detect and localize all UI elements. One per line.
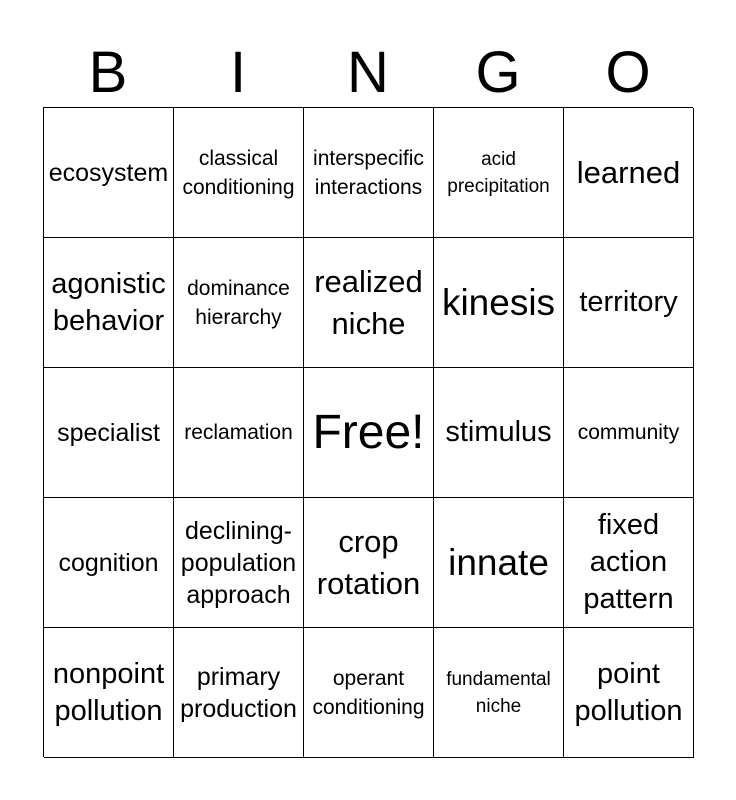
cell-text: fixed action pattern [583, 509, 674, 615]
bingo-cell[interactable] [564, 498, 694, 628]
cell-text: dominance hierarchy [187, 276, 290, 329]
cell-text: agonistic behavior [51, 267, 166, 337]
cell-text: stimulus [445, 416, 552, 448]
bingo-cell[interactable] [174, 108, 304, 238]
bingo-header [43, 38, 693, 108]
bingo-cell[interactable] [564, 628, 694, 758]
bingo-board [43, 107, 693, 757]
bingo-cell[interactable] [44, 238, 174, 368]
cell-text: reclamation [184, 421, 293, 444]
cell-text: nonpoint pollution [52, 657, 165, 727]
header-letter-o: O [605, 40, 651, 105]
free-space-text: Free! [312, 405, 425, 459]
bingo-cell[interactable] [174, 498, 304, 628]
cell-text: classical conditioning [182, 146, 295, 199]
bingo-cell[interactable] [174, 238, 304, 368]
bingo-cell[interactable] [564, 368, 694, 498]
cell-text: realized niche [314, 263, 423, 341]
bingo-cell[interactable] [434, 108, 564, 238]
bingo-cell[interactable] [174, 628, 304, 758]
bingo-cell[interactable] [304, 108, 434, 238]
cell-text: declining- population approach [180, 516, 297, 609]
cell-text: acid precipitation [447, 148, 550, 197]
cell-text: territory [579, 286, 678, 318]
bingo-cell[interactable] [304, 628, 434, 758]
cell-text: interspecific interactions [313, 146, 424, 199]
bingo-cell[interactable] [434, 498, 564, 628]
cell-text: kinesis [441, 281, 556, 323]
cell-text: innate [448, 541, 549, 583]
bingo-cell[interactable] [564, 238, 694, 368]
bingo-cell[interactable] [44, 498, 174, 628]
bingo-cell[interactable] [434, 238, 564, 368]
cell-text: primary production [180, 662, 297, 723]
cell-text: fundamental niche [446, 668, 551, 717]
header-letter-g: G [475, 40, 521, 105]
cell-text: ecosystem [48, 158, 169, 187]
free-space[interactable] [304, 368, 434, 498]
bingo-cell[interactable] [44, 368, 174, 498]
bingo-cell[interactable] [304, 498, 434, 628]
cell-text: point pollution [574, 657, 683, 727]
cell-text: specialist [57, 418, 160, 447]
header-letter-b: B [88, 40, 128, 105]
bingo-cell[interactable] [564, 108, 694, 238]
bingo-cell[interactable] [304, 238, 434, 368]
bingo-cell[interactable] [434, 368, 564, 498]
header-letter-n: N [347, 40, 389, 105]
cell-text: cognition [58, 548, 159, 577]
cell-text: crop rotation [316, 523, 421, 601]
header-letter-i: I [229, 40, 247, 105]
cell-text: operant conditioning [312, 666, 425, 719]
bingo-cell[interactable] [434, 628, 564, 758]
bingo-cell[interactable] [174, 368, 304, 498]
bingo-cell[interactable] [44, 628, 174, 758]
bingo-cell[interactable] [44, 108, 174, 238]
cell-text: learned [576, 154, 681, 190]
cell-text: community [577, 421, 680, 444]
